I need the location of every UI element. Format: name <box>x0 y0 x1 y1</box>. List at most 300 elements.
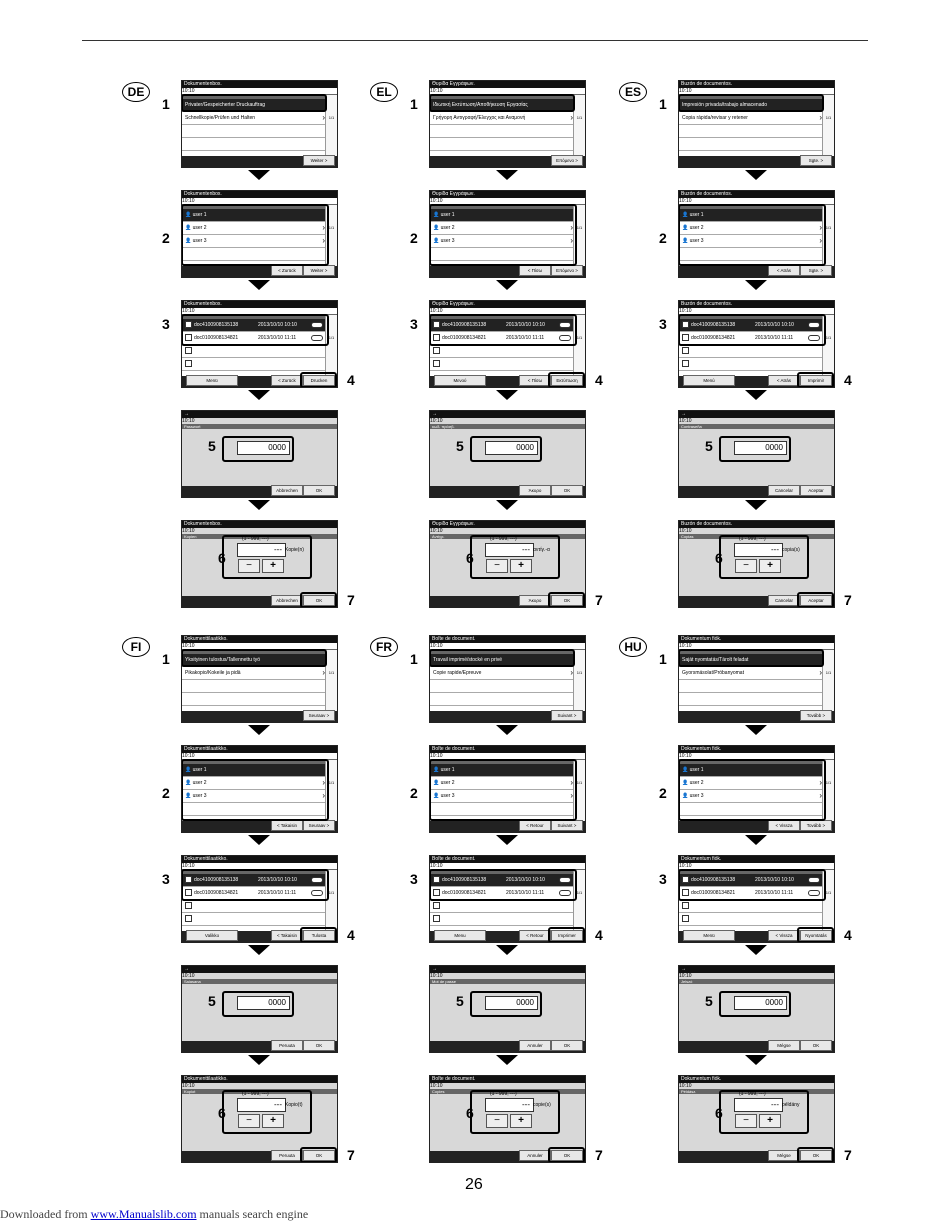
document-date: 2013/10/10 11:11 <box>258 890 297 896</box>
ok-button[interactable]: OK <box>551 1040 583 1051</box>
screen-time: 10:10 <box>430 418 443 424</box>
document-date: 2013/10/10 11:11 <box>506 335 545 341</box>
flow-arrow <box>496 280 518 290</box>
page-indicator: 1/1 <box>576 780 583 785</box>
step-number: 7 <box>595 592 603 608</box>
plus-button[interactable]: + <box>759 559 781 573</box>
step-number: 5 <box>456 438 464 454</box>
minus-button[interactable]: − <box>486 559 508 573</box>
cancel-button[interactable]: Cancelar <box>768 595 800 606</box>
screen-footer <box>679 1041 834 1052</box>
minus-button[interactable]: − <box>238 1114 260 1128</box>
list-item-quick-copy[interactable] <box>679 667 834 680</box>
back-button[interactable]: < Vissza <box>768 820 800 831</box>
menu-button[interactable]: Menu <box>434 930 486 941</box>
minus-button[interactable]: − <box>486 1114 508 1128</box>
page-indicator: 1/1 <box>576 335 583 340</box>
chevron-right-icon: › <box>322 791 325 800</box>
document-name: doc4100908135138 <box>442 322 487 328</box>
password-field[interactable]: 0000 <box>237 996 290 1010</box>
step-number: 3 <box>410 871 418 887</box>
user-label: user 3 <box>440 238 455 244</box>
user-icon: 👤 <box>682 225 690 231</box>
highlight-frame <box>678 94 824 112</box>
ok-button[interactable]: OK <box>551 1150 583 1161</box>
next-button[interactable]: Seuraav > <box>303 820 335 831</box>
step-number: 5 <box>456 993 464 1009</box>
ok-button[interactable]: Aceptar <box>800 485 832 496</box>
step-number: 1 <box>410 651 418 667</box>
list-item-private-job[interactable]: Impresión privada/trabajo almacenado <box>679 99 834 112</box>
highlight-frame <box>548 372 585 388</box>
screen-copies <box>429 1075 586 1163</box>
list-item-quick-copy[interactable] <box>182 667 337 680</box>
document-date: 2013/10/10 10:10 <box>755 877 794 883</box>
step-number: 6 <box>218 1105 226 1121</box>
step-number: 1 <box>410 96 418 112</box>
screen-user-list <box>181 190 338 278</box>
password-field[interactable]: 0000 <box>485 441 538 455</box>
document-item-empty <box>679 358 834 371</box>
step-number: 2 <box>410 230 418 246</box>
list-item-private-job[interactable]: Privater/Gespeicherter Druckauftrag <box>182 99 337 112</box>
screen-time: 10:10 <box>679 88 692 94</box>
flow-arrow <box>745 390 767 400</box>
list-item-empty <box>679 138 834 151</box>
highlight-frame <box>181 94 327 112</box>
screen-header: Dokumentenbox. <box>182 521 337 528</box>
list-item-empty <box>182 125 337 138</box>
password-field[interactable]: 0000 <box>485 996 538 1010</box>
next-button[interactable]: Suivant > <box>551 710 583 721</box>
back-button[interactable]: < Zurück <box>271 265 303 276</box>
copies-range: (1 - 999, ---) <box>739 536 766 542</box>
screen-copies <box>181 1075 338 1163</box>
menu-button[interactable]: Μενού <box>434 375 486 386</box>
highlight-frame <box>300 1147 337 1163</box>
document-item-empty <box>182 345 337 358</box>
screen-user-list <box>429 190 586 278</box>
step-number: 5 <box>208 993 216 1009</box>
user-icon: 👤 <box>185 780 193 786</box>
step-number: 6 <box>466 1105 474 1121</box>
document-name: doc4100908135138 <box>691 877 736 883</box>
flow-arrow <box>248 170 270 180</box>
screen-header: Boîte de document. <box>430 1076 585 1083</box>
step-number: 7 <box>347 592 355 608</box>
next-button[interactable]: Seuraav > <box>303 710 335 721</box>
page-indicator: 1/1 <box>825 780 832 785</box>
screen-copies <box>678 520 835 608</box>
minus-button[interactable]: − <box>238 559 260 573</box>
step-number: 5 <box>208 438 216 454</box>
ok-button[interactable]: OK <box>303 1150 335 1161</box>
user-label: user 2 <box>192 780 207 786</box>
user-label: user 3 <box>689 793 704 799</box>
checkbox[interactable] <box>185 902 192 909</box>
back-button[interactable]: < Retour <box>519 820 551 831</box>
print-button[interactable]: Imprimir <box>800 375 832 386</box>
document-item-empty <box>430 358 585 371</box>
password-title: Contraseña <box>679 424 834 429</box>
cancel-button[interactable]: Άκυρο <box>519 485 551 496</box>
screen-time: 10:10 <box>430 528 443 534</box>
step-number: 6 <box>715 1105 723 1121</box>
password-title: Passwort <box>182 424 337 429</box>
cancel-button[interactable]: Peruuta <box>271 1040 303 1051</box>
step-number: 2 <box>410 785 418 801</box>
screen-header: Dokumentenbox. <box>182 81 337 88</box>
back-button[interactable]: < Retour <box>519 930 551 941</box>
list-item-quick-copy[interactable] <box>430 112 585 125</box>
list-item-private-job[interactable]: Saját nyomtatás/Tárolt feladat <box>679 654 834 667</box>
back-button[interactable]: < Πίσω <box>519 265 551 276</box>
screen-header: Θυρίδα Εγγράφων. <box>430 521 585 528</box>
flow-arrow <box>496 835 518 845</box>
highlight-frame <box>181 314 329 346</box>
chevron-right-icon: › <box>322 668 325 677</box>
next-button[interactable]: Weiter > <box>303 155 335 166</box>
list-item-empty <box>679 125 834 138</box>
list-item-empty <box>430 138 585 151</box>
page-indicator: 1/1 <box>825 335 832 340</box>
copies-field[interactable]: --- <box>237 1098 286 1112</box>
chevron-right-icon: › <box>322 778 325 787</box>
screen-header: Dokumenttilaatikko. <box>182 856 337 863</box>
screen-header: Buzón de documentos. <box>679 521 834 528</box>
print-button[interactable]: Imprimer <box>551 930 583 941</box>
user-label: user 1 <box>440 767 455 773</box>
user-icon: 👤 <box>185 212 193 218</box>
page-indicator: 1/1 <box>576 115 583 120</box>
step-number: 3 <box>410 316 418 332</box>
copies-field[interactable]: --- <box>485 1098 534 1112</box>
highlight-frame <box>222 436 294 462</box>
ok-button[interactable]: OK <box>800 1040 832 1051</box>
highlight-frame <box>300 927 337 943</box>
cancel-button[interactable]: Annuler <box>519 1040 551 1051</box>
step-number: 3 <box>659 316 667 332</box>
screen-header: Boîte de document. <box>430 636 585 643</box>
user-icon: 👤 <box>185 238 193 244</box>
page-indicator: 1/1 <box>576 670 583 675</box>
screen-time: 10:10 <box>679 308 692 314</box>
next-button[interactable]: Weiter > <box>303 265 335 276</box>
step-number: 4 <box>844 372 852 388</box>
list-item-private-job[interactable]: Ιδιωτική Εκτύπωση/Αποθήκευση Εργασίας <box>430 99 585 112</box>
flow-arrow <box>248 1055 270 1065</box>
next-button[interactable]: Sgte. > <box>800 265 832 276</box>
screen-header: Dokumenttilaatikko. <box>182 1076 337 1083</box>
screen-doc-list <box>429 855 586 943</box>
user-icon: 👤 <box>185 793 193 799</box>
next-button[interactable]: Επόμενο > <box>551 265 583 276</box>
flow-arrow <box>248 835 270 845</box>
screen-doc-list <box>429 300 586 388</box>
password-title: Jelszó <box>679 979 834 984</box>
highlight-frame <box>678 314 826 346</box>
plus-button[interactable]: + <box>510 1114 532 1128</box>
chevron-right-icon: › <box>570 223 573 232</box>
highlight-frame <box>719 535 809 579</box>
copies-unit: αντίγ.-α <box>533 547 550 553</box>
list-item-quick-copy[interactable] <box>430 667 585 680</box>
checkbox[interactable] <box>433 915 440 922</box>
highlight-frame <box>678 204 826 266</box>
screen-footer <box>430 821 585 832</box>
copies-title: Αντίγρ. <box>430 534 585 539</box>
page-indicator: 1/1 <box>328 780 335 785</box>
cancel-button[interactable]: Mégse <box>768 1150 800 1161</box>
list-item-empty <box>430 125 585 138</box>
user-label: user 1 <box>192 212 207 218</box>
highlight-frame <box>470 436 542 462</box>
document-name: doc0100908134821 <box>691 335 736 341</box>
step-number: 2 <box>162 785 170 801</box>
cancel-button[interactable]: Cancelar <box>768 485 800 496</box>
highlight-frame <box>548 592 585 608</box>
ok-button[interactable]: OK <box>551 485 583 496</box>
screen-header: Boîte de document. <box>430 746 585 753</box>
highlight-frame <box>222 991 294 1017</box>
screen-time: 10:10 <box>430 88 443 94</box>
screen-footer <box>430 1041 585 1052</box>
language-badge: DE <box>122 82 150 102</box>
user-icon: 👤 <box>185 767 193 773</box>
plus-button[interactable]: + <box>510 559 532 573</box>
back-button[interactable]: < Vissza <box>768 930 800 941</box>
copies-field[interactable]: --- <box>734 543 783 557</box>
screen-password <box>678 965 835 1053</box>
flow-arrow <box>496 725 518 735</box>
document-date: 2013/10/10 10:10 <box>755 322 794 328</box>
screen-footer <box>679 711 834 722</box>
password-field[interactable]: 0000 <box>734 441 787 455</box>
back-button[interactable]: < Zurück <box>271 375 303 386</box>
back-button[interactable]: < Atrás <box>768 265 800 276</box>
next-button[interactable]: Sgte. > <box>800 155 832 166</box>
page-indicator: 1/1 <box>328 225 335 230</box>
print-button[interactable]: Εκτύπωση <box>551 375 583 386</box>
copies-unit: példány <box>782 1102 800 1108</box>
checkbox[interactable] <box>682 902 689 909</box>
document-item-empty <box>430 900 585 913</box>
flow-arrow <box>745 500 767 510</box>
next-button[interactable]: Tovább > <box>800 820 832 831</box>
ok-button[interactable]: Aceptar <box>800 595 832 606</box>
highlight-frame <box>429 649 575 667</box>
checkbox[interactable] <box>682 347 689 354</box>
step-number: 3 <box>162 316 170 332</box>
highlight-frame <box>470 1090 560 1134</box>
screen-header: Dokumentenbox. <box>182 191 337 198</box>
list-item-empty <box>182 680 337 693</box>
cancel-button[interactable]: Peruuta <box>271 1150 303 1161</box>
checkbox[interactable] <box>682 360 689 367</box>
screen-job-list <box>181 80 338 168</box>
step-number: 6 <box>218 550 226 566</box>
plus-button[interactable]: + <box>262 1114 284 1128</box>
screen-user-list <box>181 745 338 833</box>
user-label: user 3 <box>192 238 207 244</box>
back-button[interactable]: < Πίσω <box>519 375 551 386</box>
copies-range: (1 - 999, ---) <box>490 1091 517 1097</box>
screen-time: 10:10 <box>182 863 195 869</box>
checkbox[interactable] <box>682 915 689 922</box>
password-title: κωδ. πρόσβ. <box>430 424 585 429</box>
chevron-right-icon: › <box>322 223 325 232</box>
password-title: Salasana <box>182 979 337 984</box>
list-item-empty <box>679 693 834 706</box>
highlight-frame <box>429 314 577 346</box>
next-button[interactable]: Επόμενο > <box>551 155 583 166</box>
back-button[interactable]: < Atrás <box>768 375 800 386</box>
step-number: 7 <box>844 1147 852 1163</box>
screen-job-list <box>678 635 835 723</box>
screen-time: 10:10 <box>182 973 195 979</box>
screen-time: 10:10 <box>182 88 195 94</box>
ok-button[interactable]: OK <box>303 485 335 496</box>
checkbox[interactable] <box>433 360 440 367</box>
screen-header: Buzón de documentos. <box>679 191 834 198</box>
next-button[interactable]: Tovább > <box>800 710 832 721</box>
print-button[interactable]: Tulosta <box>303 930 335 941</box>
document-name: doc0100908134821 <box>194 890 239 896</box>
screen-job-list <box>429 80 586 168</box>
ok-button[interactable]: OK <box>800 1150 832 1161</box>
menu-button[interactable]: Menü <box>186 375 238 386</box>
document-item-empty <box>679 345 834 358</box>
cancel-button[interactable]: Annuler <box>519 1150 551 1161</box>
cancel-button[interactable]: Abbrechen <box>271 595 303 606</box>
document-item-empty <box>430 345 585 358</box>
document-name: doc0100908134821 <box>442 890 487 896</box>
screen-copies <box>678 1075 835 1163</box>
screen-time: 10:10 <box>430 753 443 759</box>
footer <box>0 1207 308 1222</box>
document-name: doc0100908134821 <box>691 890 736 896</box>
cancel-button[interactable]: Άκυρο <box>519 595 551 606</box>
screen-time: 10:10 <box>679 1083 692 1089</box>
next-button[interactable]: Suivant > <box>551 820 583 831</box>
screen-doc-list <box>181 855 338 943</box>
menu-button[interactable]: Menú <box>683 375 735 386</box>
screen-footer <box>679 156 834 167</box>
menu-button[interactable]: Valikko <box>186 930 238 941</box>
document-item-empty <box>679 913 834 926</box>
cancel-button[interactable]: Mégse <box>768 1040 800 1051</box>
ok-button[interactable]: OK <box>551 595 583 606</box>
screen-doc-list <box>678 855 835 943</box>
chevron-right-icon: › <box>570 791 573 800</box>
screen-doc-list <box>678 300 835 388</box>
user-icon: 👤 <box>433 212 441 218</box>
list-item-quick-copy[interactable] <box>679 112 834 125</box>
document-name: doc4100908135138 <box>691 322 736 328</box>
document-name: doc4100908135138 <box>442 877 487 883</box>
document-date: 2013/10/10 11:11 <box>755 335 794 341</box>
page-indicator: 1/1 <box>328 670 335 675</box>
copies-title: Példász. <box>679 1089 834 1094</box>
footer-link[interactable]: www.Manualslib.com <box>90 1207 197 1221</box>
screen-user-list <box>678 190 835 278</box>
step-number: 7 <box>595 1147 603 1163</box>
highlight-frame <box>470 991 542 1017</box>
page-indicator: 1/1 <box>825 670 832 675</box>
screen-user-list <box>429 745 586 833</box>
flow-arrow <box>745 835 767 845</box>
checkbox[interactable] <box>433 347 440 354</box>
highlight-frame <box>797 592 834 608</box>
chevron-right-icon: › <box>819 668 822 677</box>
minus-button[interactable]: − <box>735 1114 757 1128</box>
plus-button[interactable]: + <box>759 1114 781 1128</box>
step-number: 6 <box>466 550 474 566</box>
document-item-empty <box>182 358 337 371</box>
cancel-button[interactable]: Abbrechen <box>271 485 303 496</box>
copies-field[interactable]: --- <box>734 1098 783 1112</box>
highlight-frame <box>797 1147 834 1163</box>
chevron-right-icon: › <box>819 113 822 122</box>
plus-button[interactable]: + <box>262 559 284 573</box>
back-button[interactable]: < Takaisin <box>271 820 303 831</box>
checkbox[interactable] <box>185 347 192 354</box>
highlight-frame <box>678 759 826 821</box>
checkbox[interactable] <box>433 902 440 909</box>
checkbox[interactable] <box>185 360 192 367</box>
flow-arrow <box>745 1055 767 1065</box>
screen-header: Dokumenttilaatikko. <box>182 746 337 753</box>
list-item-quick-copy[interactable] <box>182 112 337 125</box>
list-item-empty <box>430 693 585 706</box>
ok-button[interactable]: OK <box>303 1040 335 1051</box>
screen-header: Buzón de documentos. <box>679 301 834 308</box>
copies-field[interactable]: --- <box>485 543 534 557</box>
print-button[interactable]: Nyomtatás <box>800 930 832 941</box>
screen-header: → <box>679 411 834 418</box>
chevron-right-icon: › <box>570 778 573 787</box>
step-number: 3 <box>659 871 667 887</box>
copies-range: (1 - 999, ---) <box>739 1091 766 1097</box>
page-number: 26 <box>465 1176 483 1193</box>
language-badge: FR <box>370 637 398 657</box>
step-number: 4 <box>595 372 603 388</box>
flow-arrow <box>745 725 767 735</box>
password-field[interactable]: 0000 <box>237 441 290 455</box>
back-button[interactable]: < Takaisin <box>271 930 303 941</box>
menu-button[interactable]: Menü <box>683 930 735 941</box>
minus-button[interactable]: − <box>735 559 757 573</box>
page-indicator: 1/1 <box>825 225 832 230</box>
screen-time: 10:10 <box>182 198 195 204</box>
print-button[interactable]: Drucken <box>303 375 335 386</box>
copies-field[interactable]: --- <box>237 543 286 557</box>
step-number: 5 <box>705 438 713 454</box>
highlight-frame <box>719 1090 809 1134</box>
screen-time: 10:10 <box>679 753 692 759</box>
highlight-frame <box>429 869 577 901</box>
password-field[interactable]: 0000 <box>734 996 787 1010</box>
user-icon: 👤 <box>682 780 690 786</box>
screen-footer <box>182 1041 337 1052</box>
screen-job-list <box>678 80 835 168</box>
ok-button[interactable]: OK <box>303 595 335 606</box>
checkbox[interactable] <box>185 915 192 922</box>
list-item-private-job[interactable]: Travail imprimé/stocké en privé <box>430 654 585 667</box>
document-name: doc0100908134821 <box>442 335 487 341</box>
list-item-private-job[interactable]: Yksityinen tulostus/Tallennettu työ <box>182 654 337 667</box>
screen-header: Θυρίδα Εγγράφων. <box>430 81 585 88</box>
